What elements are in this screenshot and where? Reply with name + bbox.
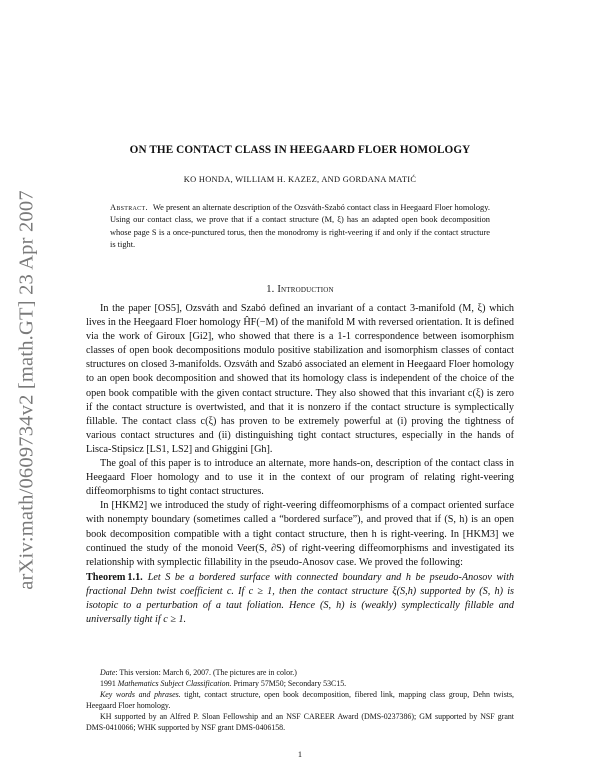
paragraph: In the paper [OS5], Ozsváth and Szabó defined an invariant of a contact 3-manifold (M, ξ) which lives in the Heegaard Floer homology ĤF(−M) of the manifold M with reversed orientation. It is defined via the work of Giroux [Gi2], who showed that there is a 1-1 correspondence between isomorphism classes of open book decompositions modulo positive stabilization and isomorphism classes of contact structures on closed 3-manifolds. Ozsváth and Szabó associated an element in Heegaard Floer homology to an open book decomposition and showed that its homology class is independent of the choice of the open book compatible with the given contact structure. They also showed that this invariant c(ξ) is zero if the contact structure is overtwisted, and that it is nonzero if the contact structure is symplectically fillable. The contact class c(ξ) has proven to be extremely powerful at (i) proving the tightness of various contact structures and (ii) distinguishing tight contact structures, especially in the hands of Lisca-Stipsicz [LS1, LS2] and Ghiggini [Gh]. xyxy=(86,303,514,455)
abstract-text: We present an alternate description of the Ozsváth-Szabó contact class in Heegaard Floer homology. Using our contact class, we prove that if a contact structure (M, ξ) has an adapted open book decomposition whose page S is a once-punctured torus, then the monodromy is right-veering if and only if the contact structure is tight. xyxy=(110,203,490,249)
footnotes xyxy=(86,667,514,734)
footnote-msc-year: 1991 xyxy=(100,679,116,689)
theorem-heading xyxy=(86,572,145,583)
footnote-date-label: Date xyxy=(100,668,116,677)
footnote-date xyxy=(86,667,514,678)
footnote-keywords xyxy=(86,689,514,711)
arxiv-identifier-stamp xyxy=(10,160,44,620)
footnote-msc-label: Mathematics Subject Classification. xyxy=(117,679,232,689)
section-title: Introduction xyxy=(277,284,334,295)
footnote-keywords-text: tight, contact structure, open book decomposition, fibered link, mapping class group, Dehn twists, Heegaard Floer homology. xyxy=(86,690,515,711)
paragraph: In [HKM2] we introduced the study of right-veering diffeomorphisms of a compact oriented surface with nonempty boundary (sometimes called a “bordered surface”), and proved that if (S, h) is an open book decomposition compatible with a tight contact structure, then h is right-veering. In [HKM3] we continued the study of the monoid Veer(S, ∂S) of right-veering diffeomorphisms and investigated its relationship with symplectic fillability in the pseudo-Anosov case. We proved the following: xyxy=(86,500,514,568)
page-number: 1 xyxy=(297,750,303,759)
footnote-msc-text: Primary 57M50; Secondary 53C15. xyxy=(233,679,347,689)
section-heading xyxy=(0,284,600,295)
footnote-date-text: : This version: March 6, 2007. (The pictures are in color.) xyxy=(115,668,297,677)
paragraph: The goal of this paper is to introduce an alternate, more hands-on, description of the contact class in Heegaard Floer homology and to use it in the context of our program of relating right-veering diffeomorphisms to tight contact structures. xyxy=(86,458,514,498)
paper-authors: KO HONDA, WILLIAM H. KAZEZ, AND GORDANA MATIĆ xyxy=(183,175,417,184)
theorem-text: Let S be a bordered surface with connected boundary and h be pseudo-Anosov with fractional Dehn twist coefficient c. If c ≥ 1, then the contact structure ξ(S,h) supported by (S, h) is isotopic to a perturbation of a taut foliation. Hence (S, h) is (weakly) symplectically fillable and universally tight if c ≥ 1. xyxy=(86,571,514,626)
theorem-number: 1.1. xyxy=(127,571,143,583)
main-text xyxy=(86,302,514,627)
abstract xyxy=(110,202,490,251)
section-number: 1. xyxy=(266,284,275,295)
arxiv-identifier-text: arXiv:math/0609734v2 [math.GT] 23 Apr 2007 xyxy=(15,190,38,590)
abstract-label: Abstract. xyxy=(110,203,148,212)
footnote-msc xyxy=(86,678,514,689)
footnote-keywords-label: Key words and phrases. xyxy=(100,690,181,700)
paper-title: ON THE CONTACT CLASS IN HEEGAARD FLOER HOMOLOGY xyxy=(129,144,471,156)
theorem xyxy=(86,571,514,627)
theorem-label: Theorem xyxy=(86,571,126,583)
footnote-funding: KH supported by an Alfred P. Sloan Fellowship and an NSF CAREER Award (DMS-0237386); GM supported by NSF grant DMS-0410066; WHK supported by NSF grant DMS-0406158. xyxy=(86,712,514,733)
